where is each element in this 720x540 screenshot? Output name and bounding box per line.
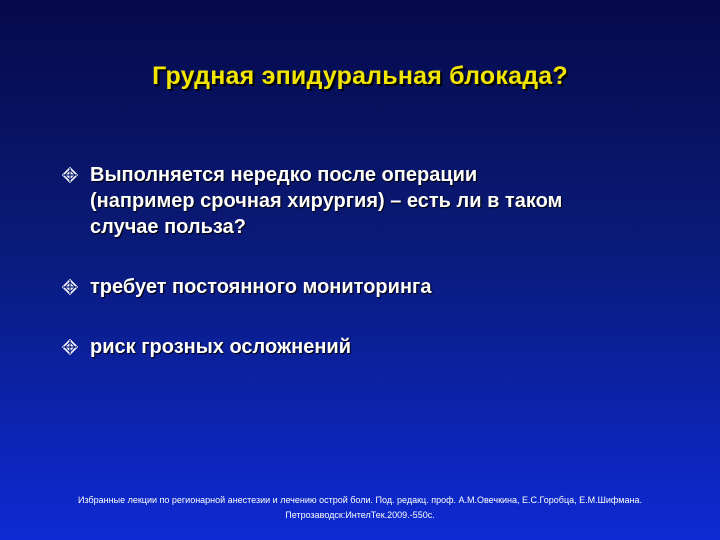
- bullet-item: [62, 334, 682, 360]
- footer-line-1: Избранные лекции по регионарной анестезии и лечению острой боли. Под. редакц. проф. А.М.Овечкина, Е.С.Горобца, Е.М.Шифмана.: [78, 495, 642, 505]
- bullet-text: Выполняется нередко после операции (например срочная хирургия) – есть ли в таком случае польза?: [90, 164, 563, 238]
- bullet-list: [62, 162, 682, 394]
- slide-title: Грудная эпидуральная блокада?: [152, 62, 568, 90]
- bullet-item: [62, 162, 682, 240]
- diamond-bullet-icon: [62, 162, 82, 188]
- bullet-text: требует постоянного мониторинга: [90, 276, 432, 298]
- bullet-text: риск грозных осложнений: [90, 336, 352, 358]
- diamond-bullet-icon: [62, 274, 82, 300]
- diamond-bullet-icon: [62, 334, 82, 360]
- bullet-item: [62, 274, 682, 300]
- footer-citation: [0, 493, 720, 523]
- footer-line-2: Петрозаводск:ИнтелТек.2009.-550с.: [285, 510, 435, 520]
